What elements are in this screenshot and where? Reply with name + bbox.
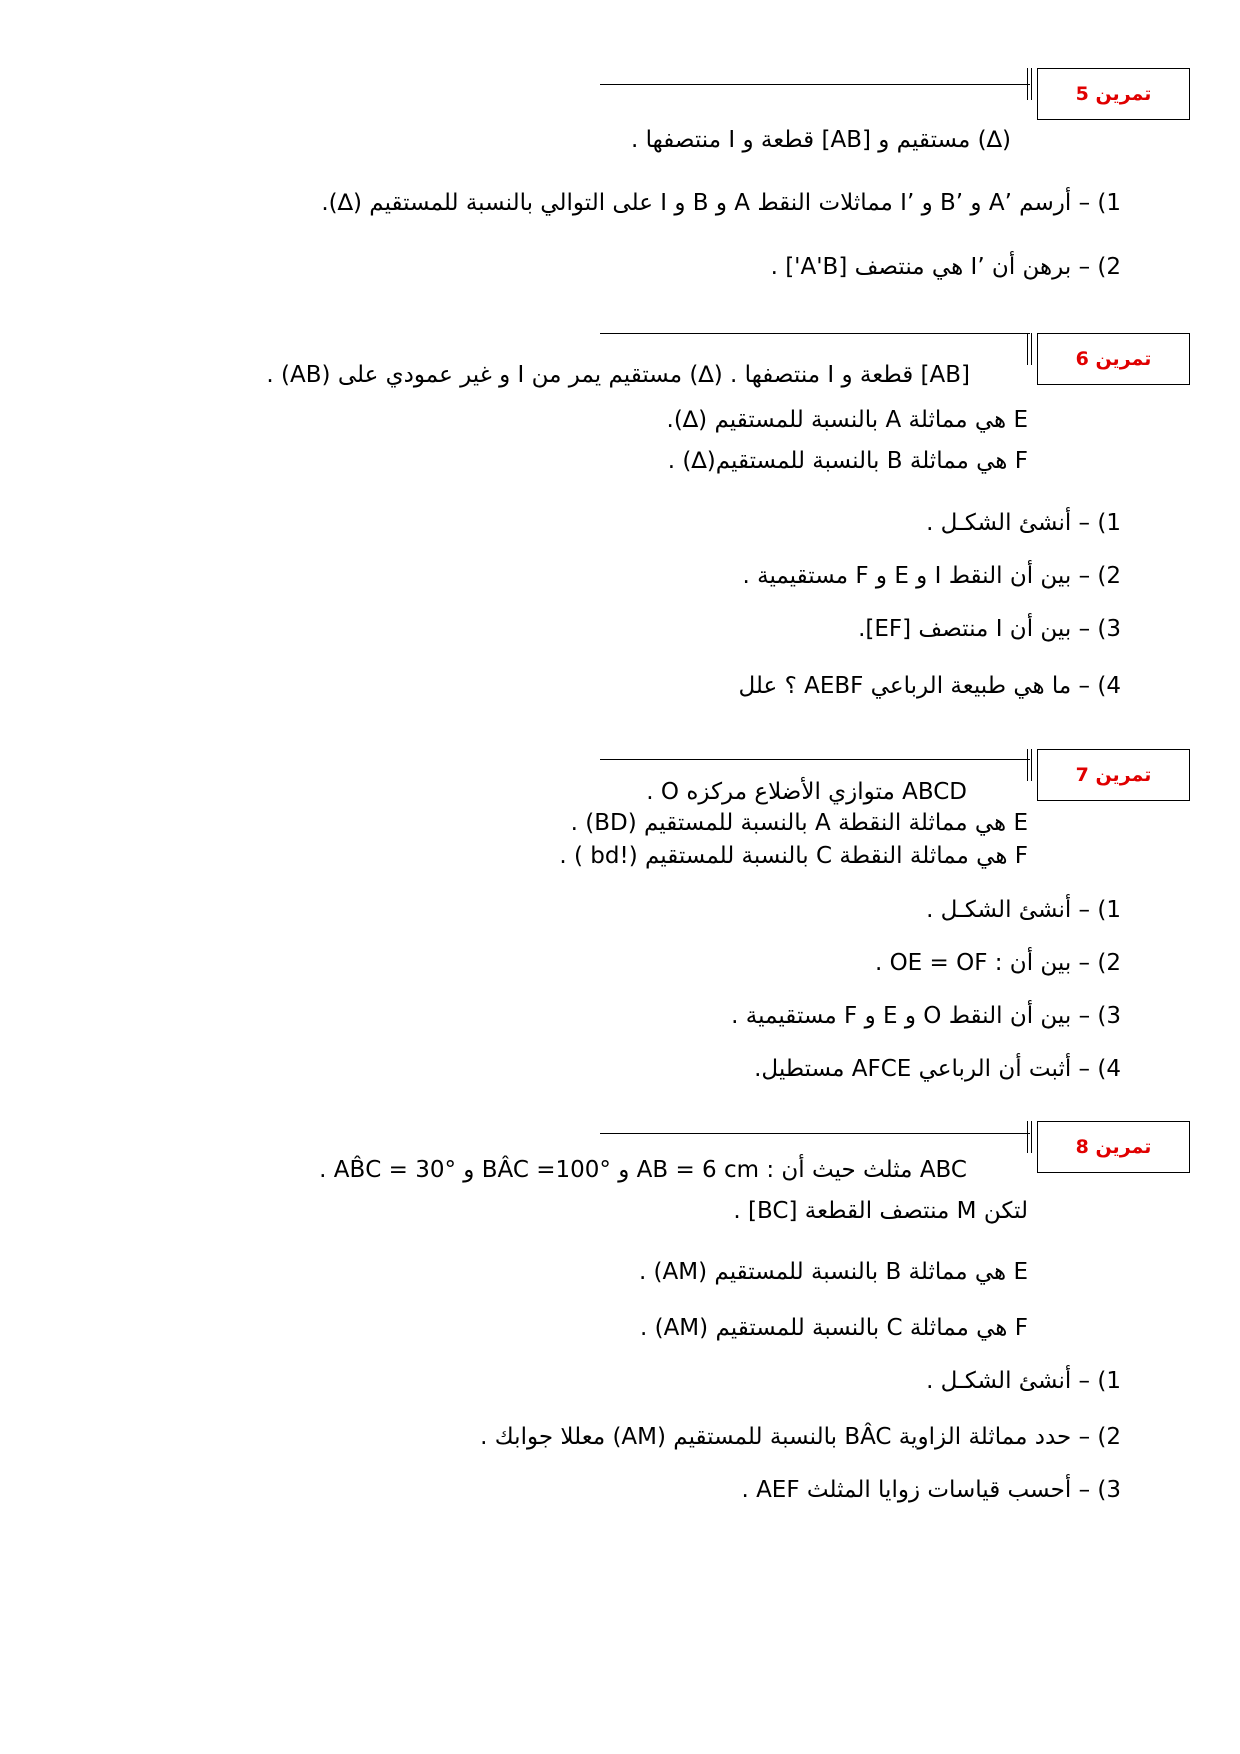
exercise-6-line-7: 4) – ما هي طبيعة الرباعي AEBF ؟ علل [738,673,1121,699]
header-divider [1031,68,1032,100]
exercise-8-line-3: E هي مماثلة B بالنسبة للمستقيم (AM) . [638,1259,1028,1285]
header-divider [1027,68,1028,100]
exercise-8-line-6: 2) – حدد مماثلة الزاوية BÂC بالنسبة للمستقيم (AM) معللا جوابك . [480,1424,1121,1450]
exercise-5-line-2: 1) – أرسم ’A و ’B و ’I مماثلات النقط A و B و I على التوالي بالنسبة للمستقيم (∆). [321,190,1121,216]
exercise-label: تمرين 6 [1037,333,1190,385]
exercise-6-line-6: 3) – بين أن I منتصف [EF]. [858,616,1121,642]
exercise-5-line-3: 2) – برهن أن ’I هي منتصف [A'B'] . [770,254,1121,280]
exercise-6-line-2: E هي مماثلة A بالنسبة للمستقيم (∆). [666,407,1028,433]
exercise-6-line-5: 2) – بين أن النقط I و E و F مستقيمية . [742,563,1121,589]
exercise-6-line-4: 1) – أنشئ الشكـل . [926,510,1121,536]
exercise-label: تمرين 8 [1037,1121,1190,1173]
exercise-7-line-5: 2) – بين أن : OE = OF . [874,950,1121,976]
exercise-label: تمرين 5 [1037,68,1190,120]
exercise-7-line-7: 4) – أثبت أن الرباعي AFCE مستطيل. [754,1056,1121,1082]
exercise-7-line-4: 1) – أنشئ الشكـل . [926,897,1121,923]
header-divider [1031,1121,1032,1153]
exercise-8-line-2: لتكن M منتصف القطعة [BC] . [733,1198,1028,1224]
exercise-7-line-1: ABCD متوازي الأضلاع مركزه O . [646,779,967,805]
header-divider [1031,749,1032,781]
header-divider [1027,333,1028,365]
header-divider [1027,749,1028,781]
exercise-label: تمرين 7 [1037,749,1190,801]
exercise-8-line-1: ABC مثلث حيث أن : AB = 6 cm و BÂC =100° و AB̂C = 30° . [319,1157,967,1183]
exercise-7-line-2: E هي مماثلة النقطة A بالنسبة للمستقيم (BD) . [570,810,1028,836]
header-divider [1031,333,1032,365]
header-rule [600,759,1030,760]
exercise-8-line-7: 3) – أحسب قياسات زوايا المثلث AEF . [741,1477,1121,1503]
header-rule [600,84,1030,85]
header-divider [1027,1121,1028,1153]
header-rule [600,1133,1030,1134]
exercise-7-line-3: F هي مماثلة النقطة C بالنسبة للمستقيم (!bd ) . [559,843,1028,869]
header-rule [600,333,1030,334]
exercise-8-line-4: F هي مماثلة C بالنسبة للمستقيم (AM) . [639,1315,1028,1341]
exercise-8-line-5: 1) – أنشئ الشكـل . [926,1368,1121,1394]
exercise-5-line-1: (∆) مستقيم و [AB] قطعة و I منتصفها . [631,127,1011,153]
exercise-7-line-6: 3) – بين أن النقط O و E و F مستقيمية . [731,1003,1121,1029]
exercise-6-line-3: F هي مماثلة B بالنسبة للمستقيم(∆) . [667,448,1028,474]
exercise-6-line-1: [AB] قطعة و I منتصفها . (∆) مستقيم يمر من I و غير عمودي على (AB) . [266,362,970,388]
